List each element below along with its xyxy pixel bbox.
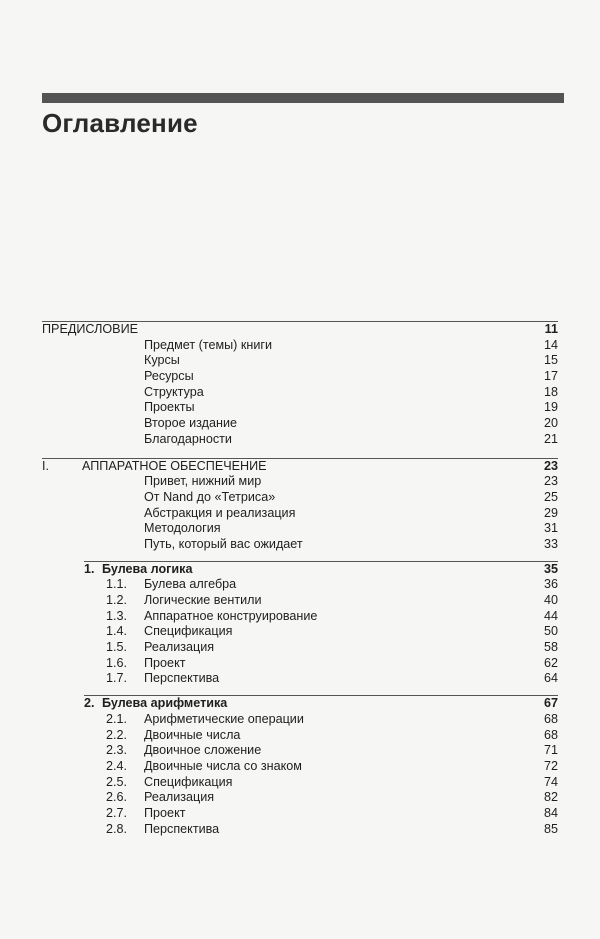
toc-entry (42, 385, 558, 401)
toc-entry-title: Арифметические операции (144, 711, 304, 726)
toc-entry (42, 490, 558, 506)
toc-chapter-number: 1. (84, 561, 95, 576)
toc-part-label: АППАРАТНОЕ ОБЕСПЕЧЕНИЕ (82, 458, 267, 473)
toc-entry-page: 33 (543, 536, 558, 551)
toc-entry-title: Благодарности (144, 431, 232, 446)
toc-entry-number: 1.7. (106, 671, 128, 686)
toc-entry (42, 432, 558, 448)
toc-chapter-page: 67 (543, 696, 558, 711)
toc-entry-page: 68 (543, 727, 558, 742)
toc-entry (42, 775, 558, 791)
toc-entry-title: Спецификация (144, 624, 233, 639)
toc-entry-number: 2.8. (106, 821, 128, 836)
toc-entry-page: 58 (543, 640, 558, 655)
table-of-contents (42, 322, 558, 837)
toc-entry-title: Методология (144, 521, 221, 536)
toc-entry (42, 656, 558, 672)
toc-entry-page: 31 (543, 521, 558, 536)
toc-entry (42, 624, 558, 640)
toc-entry-title: Проекты (144, 400, 195, 415)
toc-entry-number: 1.6. (106, 655, 128, 670)
header-rule (42, 93, 564, 103)
page-title: Оглавление (42, 108, 198, 138)
toc-entry-title: Абстракция и реализация (144, 505, 296, 520)
toc-entry-number: 1.5. (106, 640, 128, 655)
toc-entry-page: 17 (543, 369, 558, 384)
toc-entry-number: 1.4. (106, 624, 128, 639)
toc-entry-title: Двоичное сложение (144, 743, 262, 758)
toc-entry (42, 338, 558, 354)
toc-entry-number: 2.3. (106, 743, 128, 758)
toc-entry-number: 2.7. (106, 805, 128, 820)
toc-entry-page: 71 (543, 743, 558, 758)
toc-part-number: I. (42, 458, 49, 473)
toc-chapter-page: 35 (543, 561, 558, 576)
toc-entry-page: 19 (543, 400, 558, 415)
toc-preface-page: 11 (544, 322, 558, 336)
toc-entry (42, 759, 558, 775)
toc-entry-page: 82 (543, 790, 558, 805)
toc-entry-number: 2.5. (106, 774, 128, 789)
toc-entry (42, 728, 558, 744)
toc-part-1 (42, 459, 558, 475)
toc-entry (42, 577, 558, 593)
toc-entry-title: От Nand до «Тетриса» (144, 489, 276, 504)
toc-entry-page: 21 (543, 431, 558, 446)
toc-entry-page: 40 (543, 593, 558, 607)
toc-entry (42, 640, 558, 656)
toc-entry (42, 416, 558, 432)
toc-entry-title: Второе издание (144, 416, 238, 431)
toc-entry-page: 15 (543, 353, 558, 368)
toc-entry-title: Аппаратное конструирование (144, 608, 318, 623)
toc-entry-title: Привет, нижний мир (144, 474, 262, 489)
toc-entry-number: 2.4. (106, 758, 128, 773)
toc-entry (42, 506, 558, 522)
toc-entry (42, 609, 558, 625)
toc-entry (42, 743, 558, 759)
toc-entry-number: 1.2. (106, 593, 128, 607)
toc-entry-page: 64 (543, 671, 558, 686)
toc-entry (42, 369, 558, 385)
toc-preface (42, 322, 558, 338)
toc-entry-page: 29 (543, 505, 558, 520)
toc-entry-page: 14 (543, 337, 558, 352)
toc-chapter-2 (42, 696, 558, 712)
toc-entry-page: 50 (543, 624, 558, 639)
toc-entry-number: 2.6. (106, 790, 128, 805)
toc-entry-page: 62 (543, 655, 558, 670)
toc-entry-page: 25 (543, 489, 558, 504)
toc-entry-page: 68 (543, 711, 558, 726)
toc-entry-page: 20 (543, 416, 558, 431)
toc-entry (42, 537, 558, 553)
toc-entry-title: Спецификация (144, 774, 233, 789)
toc-entry-title: Перспектива (144, 821, 220, 836)
toc-entry-title: Реализация (144, 790, 215, 805)
toc-entry-number: 1.1. (106, 577, 128, 592)
toc-entry-title: Булева алгебра (144, 577, 237, 592)
toc-entry-title: Ресурсы (144, 369, 194, 384)
toc-entry-title: Предмет (темы) книги (144, 337, 272, 352)
toc-entry (42, 790, 558, 806)
toc-entry-title: Путь, который вас ожидает (144, 536, 303, 551)
toc-entry-title: Реализация (144, 640, 215, 655)
toc-preface-label: ПРЕДИСЛОВИЕ (42, 322, 139, 336)
toc-entry-title: Структура (144, 384, 204, 399)
toc-entry-page: 74 (543, 774, 558, 789)
toc-entry-title: Логические вентили (144, 593, 262, 607)
toc-entry-page: 44 (543, 608, 558, 623)
toc-entry-title: Двоичные числа (144, 727, 241, 742)
toc-entry-page: 85 (543, 821, 558, 836)
toc-part-page: 23 (543, 458, 558, 473)
toc-entry-number: 1.3. (106, 608, 128, 623)
toc-entry-number: 2.2. (106, 727, 128, 742)
toc-entry (42, 822, 558, 838)
toc-entry-page: 36 (543, 577, 558, 592)
toc-entry (42, 806, 558, 822)
toc-entry (42, 474, 558, 490)
toc-entry (42, 671, 558, 687)
toc-entry (42, 353, 558, 369)
toc-entry-page: 18 (543, 384, 558, 399)
toc-entry (42, 400, 558, 416)
toc-entry-page: 84 (543, 805, 558, 820)
toc-entry-title: Двоичные числа со знаком (144, 758, 302, 773)
toc-chapter-number: 2. (84, 696, 95, 711)
toc-entry-title: Перспектива (144, 671, 220, 686)
toc-entry-title: Курсы (144, 353, 180, 368)
toc-entry (42, 712, 558, 728)
toc-entry (42, 593, 558, 609)
toc-chapter-1 (42, 562, 558, 578)
toc-entry-title: Проект (144, 805, 186, 820)
toc-entry-title: Проект (144, 655, 186, 670)
toc-entry-page: 72 (543, 758, 558, 773)
toc-entry-number: 2.1. (106, 711, 128, 726)
toc-entry-page: 23 (543, 474, 558, 489)
toc-entry (42, 521, 558, 537)
toc-chapter-label: Булева логика (102, 561, 193, 576)
toc-chapter-label: Булева арифметика (102, 696, 228, 711)
